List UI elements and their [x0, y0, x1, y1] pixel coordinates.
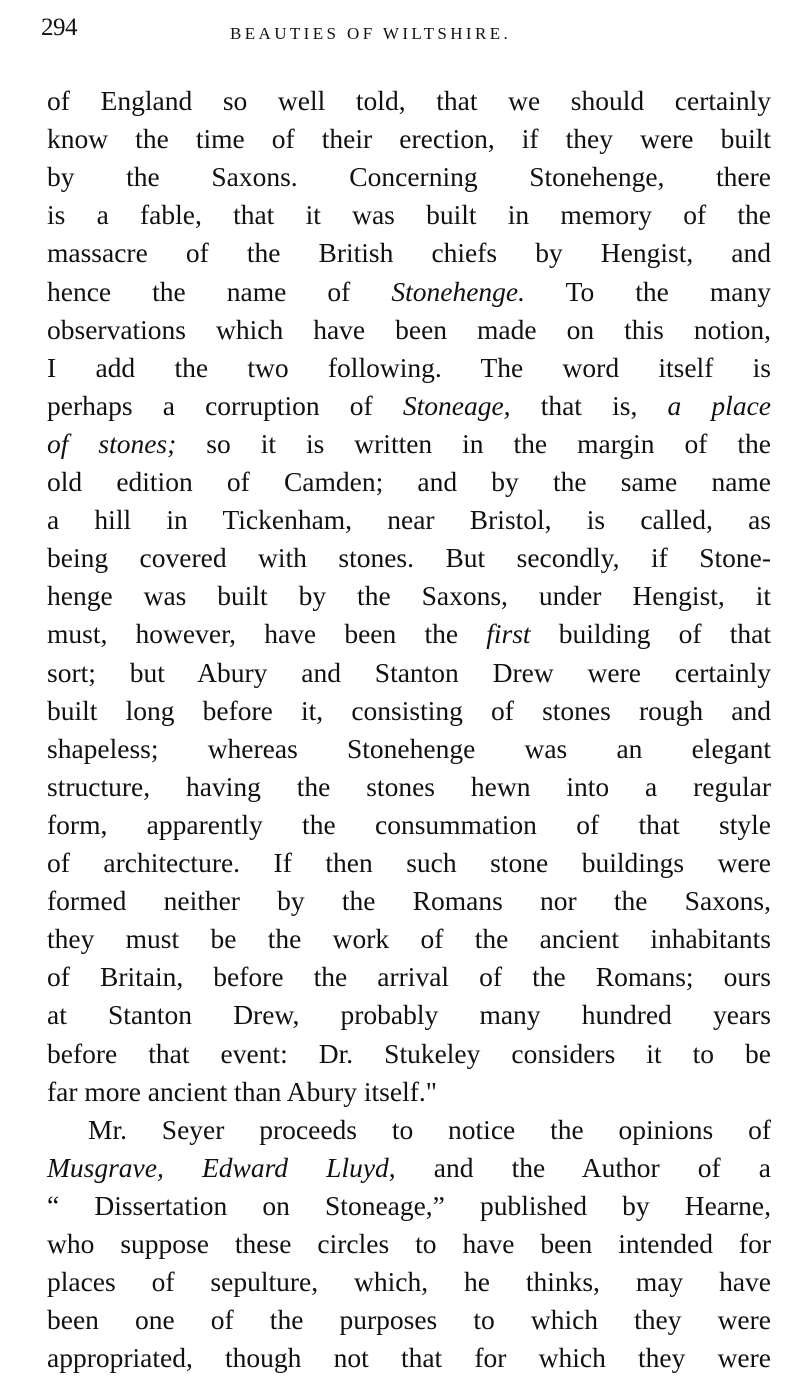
text-segment: must, however, have been the — [47, 618, 487, 650]
text-line — [47, 349, 771, 387]
text-segment: “ Dissertation on Stoneage,” published by Hearne, — [47, 1189, 771, 1221]
text-line — [47, 1073, 771, 1111]
text-line — [47, 196, 771, 234]
text-line — [47, 844, 771, 882]
text-segment: built long before it, consisting of stones rough and — [47, 694, 771, 726]
running-title: BEAUTIES OF WILTSHIRE. — [230, 24, 512, 43]
text-segment: hence the name of — [47, 275, 392, 307]
text-line — [47, 920, 771, 958]
text-segment: sort; but Abury and Stanton Drew were certainly — [47, 656, 771, 688]
text-line — [47, 158, 771, 196]
text-line — [47, 501, 771, 539]
text-line — [47, 577, 771, 615]
text-line — [47, 463, 771, 501]
text-segment: of Britain, before the arrival of the Romans; ours — [47, 961, 771, 993]
text-segment: henge was built by the Saxons, under Hengist, it — [47, 580, 771, 612]
italic-text: Musgrave, Edward Lluyd, — [47, 1151, 396, 1183]
text-segment: before that event: Dr. Stukeley considers it to be — [47, 1037, 771, 1069]
text-segment: know the time of their erection, if they were built — [47, 123, 771, 155]
text-segment: of England so well told, that we should certainly — [47, 85, 771, 116]
text-line — [47, 120, 771, 158]
italic-text: of stones; — [47, 427, 177, 459]
text-segment: of architecture. If then such stone buildings were — [47, 847, 771, 878]
text-line — [47, 1263, 771, 1301]
text-segment: is a fable, that it was built in memory of the — [47, 199, 771, 231]
text-segment: a hill in Tickenham, near Bristol, is called, as — [47, 504, 771, 536]
text-line — [47, 730, 771, 768]
text-segment: so it is written in the margin of the — [176, 427, 771, 459]
text-line — [47, 1225, 771, 1263]
text-line — [47, 425, 771, 463]
text-segment: To the many — [525, 275, 771, 307]
text-segment: observations which have been made on this notion, — [47, 313, 771, 345]
text-line — [47, 1301, 771, 1339]
text-line — [47, 273, 771, 311]
text-line — [47, 1339, 771, 1377]
text-segment: at Stanton Drew, probably many hundred years — [47, 999, 771, 1031]
text-line — [47, 654, 771, 692]
text-line — [47, 958, 771, 996]
text-segment: being covered with stones. But secondly, if Stone- — [47, 542, 771, 574]
text-line — [47, 1187, 771, 1225]
text-segment: they must be the work of the ancient inhabitants — [47, 923, 771, 955]
text-segment: who suppose these circles to have been intended for — [47, 1228, 771, 1259]
text-segment: I add the two following. The word itself is — [47, 351, 771, 383]
italic-text: first — [486, 618, 531, 650]
text-line — [47, 82, 771, 120]
text-segment: appropriated, though not that for which they were — [47, 1342, 771, 1374]
italic-text: Stoneage, — [402, 389, 511, 421]
text-line — [47, 615, 771, 653]
text-segment: Mr. Seyer proceeds to notice the opinions of — [88, 1113, 771, 1145]
page-number: 294 — [41, 14, 77, 41]
text-line — [47, 692, 771, 730]
text-line — [47, 539, 771, 577]
text-line — [47, 882, 771, 920]
text-segment: that is, — [510, 389, 668, 421]
text-line — [88, 1111, 771, 1149]
text-segment: massacre of the British chiefs by Hengist, and — [47, 237, 771, 269]
text-segment: been one of the purposes to which they were — [47, 1304, 771, 1336]
text-segment: old edition of Camden; and by the same name — [47, 466, 771, 497]
text-segment: and the Author of a — [395, 1151, 771, 1183]
text-line — [47, 234, 771, 272]
text-segment: formed neither by the Romans nor the Saxons, — [47, 885, 771, 917]
text-segment: by the Saxons. Concerning Stonehenge, there — [47, 161, 771, 193]
text-segment: perhaps a corruption of — [47, 389, 403, 421]
text-line — [47, 806, 771, 844]
text-segment: building of that — [530, 618, 771, 650]
text-line — [47, 311, 771, 349]
text-line — [47, 1035, 771, 1073]
text-line — [47, 387, 771, 425]
italic-text: a place — [667, 389, 771, 421]
text-segment: places of sepulture, which, he thinks, may have — [47, 1266, 771, 1298]
text-segment: far more ancient than Abury itself." — [47, 1075, 437, 1107]
text-line — [47, 1149, 771, 1187]
text-line — [47, 768, 771, 806]
text-segment: shapeless; whereas Stonehenge was an elegant — [47, 732, 771, 764]
text-segment: form, apparently the consummation of that style — [47, 808, 771, 840]
italic-text: Stonehenge. — [391, 275, 526, 307]
text-segment: structure, having the stones hewn into a regular — [47, 770, 771, 802]
text-line — [47, 996, 771, 1034]
